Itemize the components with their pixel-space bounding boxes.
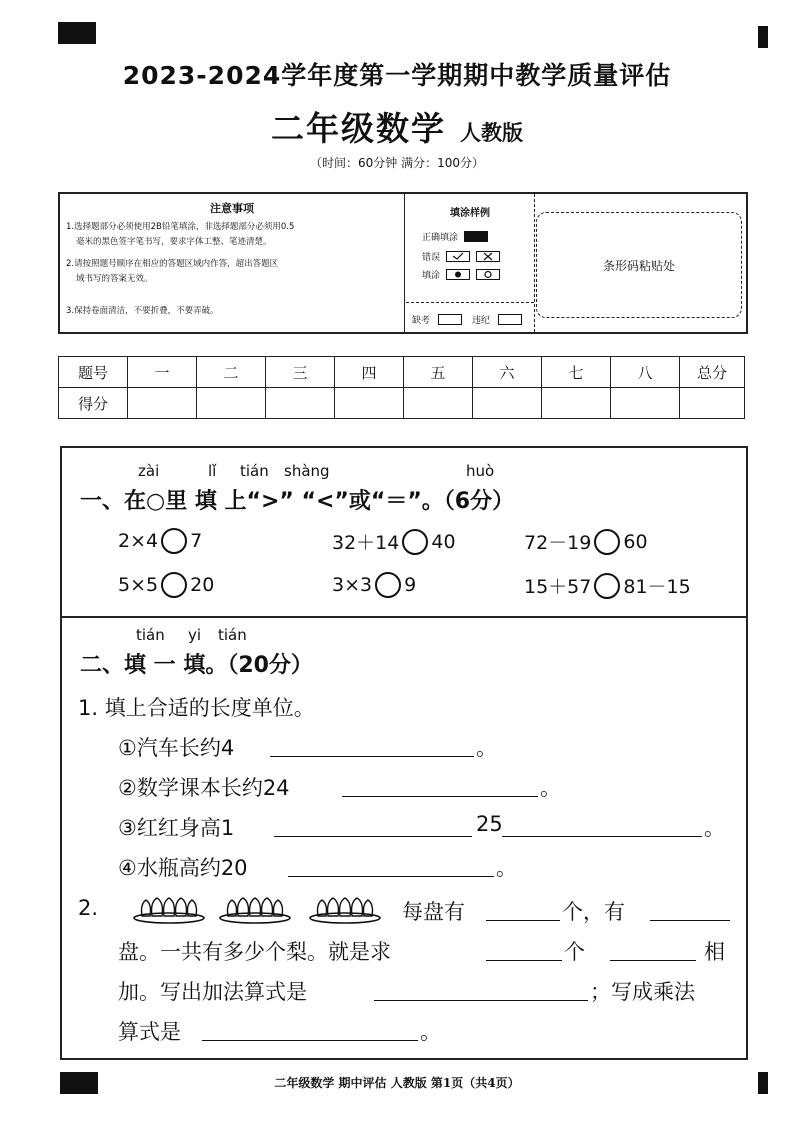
question-2-text: ；写成乘法 [590, 980, 695, 1004]
pear-plate-icon [218, 894, 292, 924]
cross-box-icon [476, 251, 500, 262]
question-2-text: 个 [564, 940, 585, 964]
wrong-sample-2 [422, 268, 500, 281]
score-cell[interactable] [404, 388, 473, 419]
table-header-cell: 二 [197, 357, 266, 388]
correct-sample [422, 230, 488, 243]
fill-sample-title: 填涂样例 [450, 208, 490, 219]
table-header-cell: 一 [128, 357, 197, 388]
answer-blank[interactable] [502, 836, 702, 837]
subtitle-row [0, 103, 794, 150]
section-heading: 二、填 一 填。（20分） [80, 653, 313, 678]
answer-circle[interactable] [402, 529, 428, 555]
pinyin: shàng [284, 462, 330, 480]
notice-title: 注意事项 [210, 202, 254, 215]
pinyin: huò [466, 462, 495, 480]
answer-circle[interactable] [161, 572, 187, 598]
answer-blank[interactable] [486, 960, 562, 961]
compare-left: 3×3 [332, 574, 373, 596]
score-cell[interactable] [335, 388, 404, 419]
correct-sample-label: 正确填涂 [422, 233, 459, 243]
answer-blank[interactable] [270, 756, 474, 757]
period: 。 [476, 736, 497, 760]
pear-plate-icon [308, 894, 382, 924]
compare-right: 20 [190, 574, 215, 596]
check-box-icon [446, 251, 470, 262]
absent-box[interactable] [438, 314, 462, 325]
registration-mark-top-right [758, 26, 768, 48]
score-cell[interactable] [266, 388, 335, 419]
period: 。 [496, 856, 517, 880]
table-row [59, 388, 745, 419]
table-row [59, 357, 745, 388]
answer-blank[interactable] [342, 796, 538, 797]
pinyin: tián [218, 626, 247, 644]
question-2-text: 加。写出加法算式是 [118, 980, 307, 1004]
barcode-label: 条形码粘贴处 [602, 259, 675, 273]
question-1-item: ③红红身高1 [118, 816, 235, 840]
section-heading: 一、在○里 填 上“>” “<”或“＝”。（6分） [80, 489, 515, 514]
compare-right: 81－15 [623, 576, 691, 598]
answer-circle[interactable] [594, 573, 620, 599]
table-header-cell: 五 [404, 357, 473, 388]
answer-circle[interactable] [161, 528, 187, 554]
compare-right: 7 [190, 530, 203, 552]
compare-item [332, 528, 456, 555]
score-cell[interactable] [128, 388, 197, 419]
section-fill [60, 614, 748, 1060]
question-2-text: 个，有 [562, 900, 625, 924]
score-table [58, 356, 745, 419]
table-header-cell: 题号 [59, 357, 128, 388]
answer-blank[interactable] [610, 960, 696, 961]
notice-item: 域书写的答案无效。 [76, 274, 153, 284]
question-1-item: ④水瓶高约20 [118, 856, 248, 880]
score-cell[interactable] [542, 388, 611, 419]
compare-right: 9 [404, 574, 417, 596]
period: 。 [540, 776, 561, 800]
compare-left: 15＋57 [524, 576, 592, 598]
answer-blank[interactable] [374, 1000, 588, 1001]
score-cell[interactable] [197, 388, 266, 419]
pear-plate-icon [132, 894, 206, 924]
violation-label: 违纪 [472, 316, 491, 326]
pinyin: tián [136, 626, 165, 644]
exam-edition: 人教版 [460, 121, 523, 145]
question-2-text: 算式是 [118, 1020, 181, 1044]
notice-panel [60, 194, 405, 332]
fill-sample-panel [406, 194, 535, 332]
question-2-number: 2. [78, 896, 99, 920]
exam-title: 2023-2024学年度第一学期期中教学质量评估 [122, 61, 672, 90]
answer-blank[interactable] [274, 836, 472, 837]
pinyin: yi [188, 626, 202, 644]
table-header-cell: 四 [335, 357, 404, 388]
registration-mark-top-left [58, 22, 96, 44]
answer-blank[interactable] [486, 920, 560, 921]
question-2-text: 相 [704, 940, 725, 964]
compare-left: 2×4 [118, 530, 159, 552]
compare-right: 40 [431, 530, 456, 553]
pinyin: lǐ [208, 462, 217, 480]
compare-item [524, 572, 691, 599]
table-header-cell: 八 [611, 357, 680, 388]
pinyin: tián [240, 462, 269, 480]
table-header-cell: 三 [266, 357, 335, 388]
notice-item: 3.保持卷面清洁，不要折叠，不要弄破。 [66, 306, 219, 316]
wrong-sample-label: 填涂 [422, 271, 441, 281]
answer-circle[interactable] [594, 529, 620, 555]
period: 。 [704, 816, 725, 840]
dot-box-icon [446, 269, 470, 280]
notice-item: 毫米的黑色签字笔书写，要求字体工整、笔迹清楚。 [76, 237, 272, 247]
wrong-sample-label: 错误 [422, 253, 441, 263]
compare-item [332, 572, 416, 598]
score-cell[interactable] [680, 388, 745, 419]
score-label-cell: 得分 [59, 388, 128, 419]
compare-right: 60 [623, 530, 648, 553]
notice-box [58, 192, 748, 334]
question-1-item: ①汽车长约4 [118, 736, 235, 760]
question-2-text: 每盘有 [402, 900, 465, 924]
score-cell[interactable] [611, 388, 680, 419]
exam-meta: （时间：60分钟 满分：100分） [310, 156, 484, 170]
answer-blank[interactable] [650, 920, 730, 921]
question-1-title: 1. 填上合适的长度单位。 [78, 696, 315, 720]
compare-item [118, 528, 202, 554]
section-compare [60, 446, 748, 618]
score-cell[interactable] [473, 388, 542, 419]
circle-box-icon [476, 269, 500, 280]
compare-item [118, 572, 214, 598]
question-1-extra: 25 [476, 812, 503, 836]
compare-left: 32＋14 [332, 532, 400, 554]
wrong-sample-1 [422, 250, 500, 263]
notice-item: 2.请按照题号顺序在相应的答题区域内作答，超出答题区 [66, 259, 279, 269]
compare-left: 72－19 [524, 532, 592, 554]
absent-label: 缺考 [412, 316, 431, 326]
table-header-cell: 六 [473, 357, 542, 388]
notice-item: 1.选择题部分必须使用2B铅笔填涂，非选择题部分必须用0.5 [66, 222, 295, 232]
table-header-cell: 七 [542, 357, 611, 388]
table-header-cell: 总分 [680, 357, 745, 388]
violation-box[interactable] [498, 314, 522, 325]
filled-box-icon [464, 231, 488, 242]
answer-blank[interactable] [288, 876, 494, 877]
question-1-item: ②数学课本长约24 [118, 776, 290, 800]
pinyin: zài [138, 462, 160, 480]
compare-left: 5×5 [118, 574, 159, 596]
answer-blank[interactable] [202, 1040, 418, 1041]
compare-item [524, 528, 648, 555]
barcode-area [536, 212, 742, 318]
page-footer: 二年级数学 期中评估 人教版 第1页（共4页） [274, 1076, 520, 1090]
period: 。 [420, 1020, 441, 1044]
answer-circle[interactable] [375, 572, 401, 598]
absent-violation-row [406, 302, 534, 333]
exam-subject: 二年级数学 [271, 109, 446, 148]
question-2-text: 盘。一共有多少个梨。就是求 [118, 940, 391, 964]
